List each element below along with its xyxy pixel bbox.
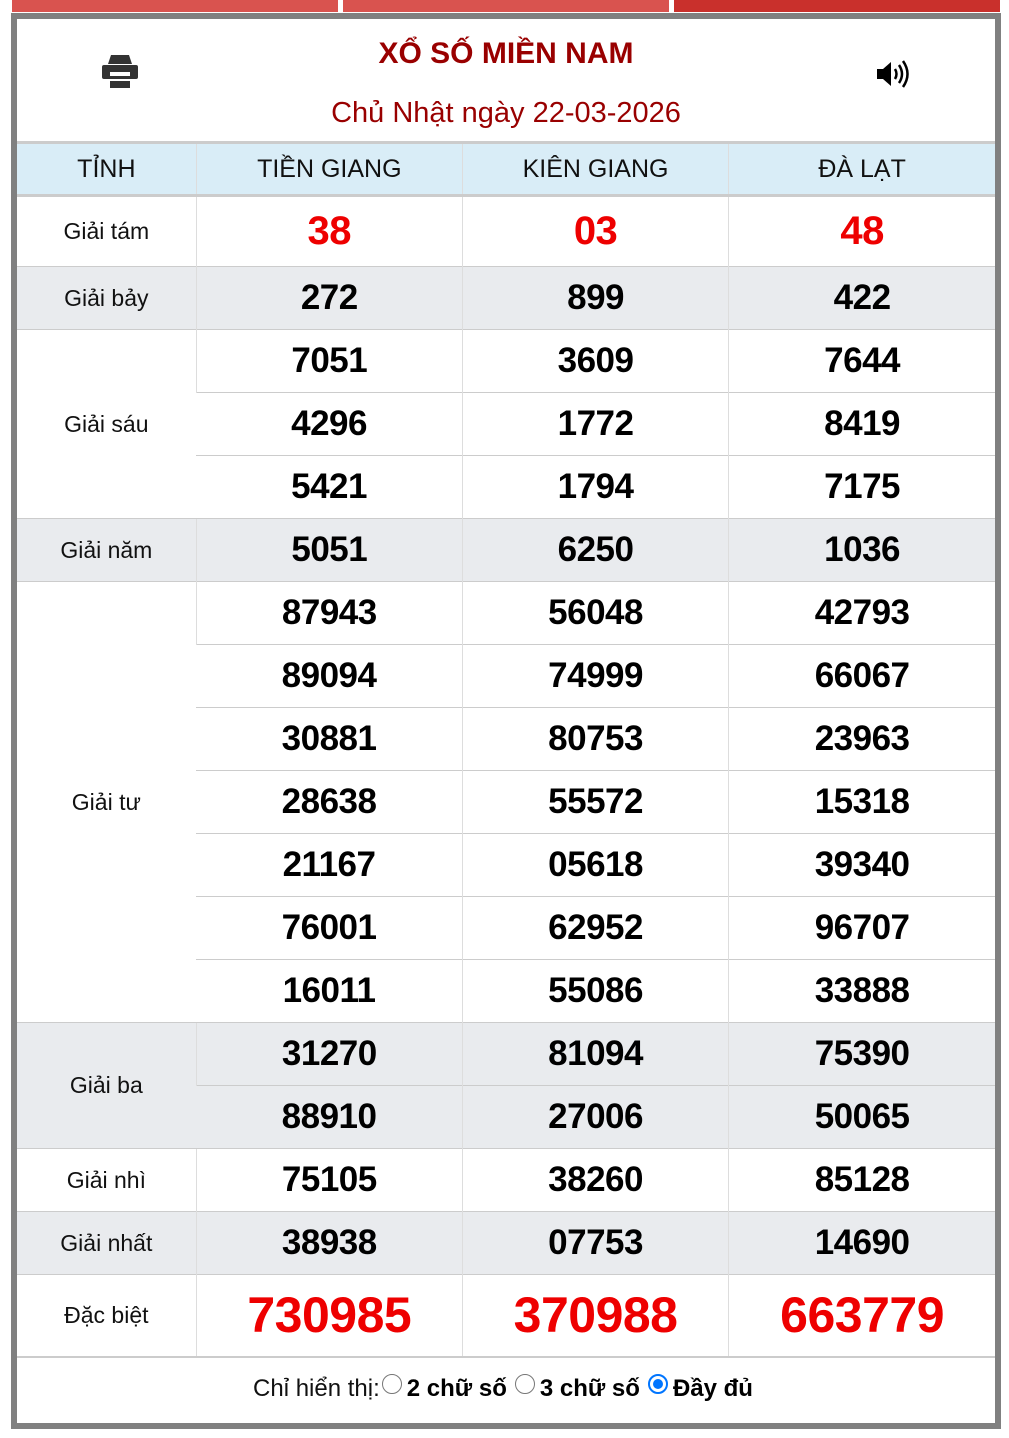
prize-number: 55086 — [462, 960, 728, 1023]
display-filter-label: Chỉ hiển thị: — [253, 1374, 380, 1402]
prize-number: 96707 — [729, 897, 995, 960]
jackpot-number: 730985 — [196, 1275, 462, 1356]
prize-label: Đặc biệt — [17, 1275, 196, 1356]
column-header-da-lat: ĐÀ LẠT — [729, 143, 995, 196]
prize-label: Giải nhì — [17, 1149, 196, 1212]
table-row — [17, 196, 995, 267]
prize-number: 76001 — [196, 897, 462, 960]
table-row — [17, 1212, 995, 1275]
table-row — [17, 582, 995, 645]
prize-number: 14690 — [729, 1212, 995, 1275]
option-2-digits[interactable]: 2 chữ số — [380, 1374, 513, 1404]
prize-number: 07753 — [462, 1212, 728, 1275]
column-header-tien-giang: TIỀN GIANG — [196, 143, 462, 196]
prize-number: 38938 — [196, 1212, 462, 1275]
prize-number: 31270 — [196, 1023, 462, 1086]
prize-number: 81094 — [462, 1023, 728, 1086]
prize-number: 7644 — [729, 330, 995, 393]
prize-number: 422 — [729, 267, 995, 330]
prize-number: 28638 — [196, 771, 462, 834]
table-row — [17, 1149, 995, 1212]
jackpot-number: 370988 — [462, 1275, 728, 1356]
prize-number: 272 — [196, 267, 462, 330]
prize-number: 38 — [196, 196, 462, 267]
column-header-kien-giang: KIÊN GIANG — [462, 143, 728, 196]
prize-number: 39340 — [729, 834, 995, 897]
sound-button[interactable] — [875, 59, 911, 89]
prize-number: 89094 — [196, 645, 462, 708]
prize-number: 21167 — [196, 834, 462, 897]
prize-number: 74999 — [462, 645, 728, 708]
results-frame — [11, 13, 1001, 1429]
table-header-row — [17, 143, 995, 196]
prize-number: 899 — [462, 267, 728, 330]
prize-number: 03 — [462, 196, 728, 267]
prize-number: 55572 — [462, 771, 728, 834]
prize-number: 42793 — [729, 582, 995, 645]
prize-number: 66067 — [729, 645, 995, 708]
prize-number: 50065 — [729, 1086, 995, 1149]
prize-number: 7175 — [729, 456, 995, 519]
prize-number: 1794 — [462, 456, 728, 519]
prize-number: 3609 — [462, 330, 728, 393]
column-header-province: TỈNH — [17, 143, 196, 196]
prize-number: 27006 — [462, 1086, 728, 1149]
prize-number: 38260 — [462, 1149, 728, 1212]
table-row — [17, 267, 995, 330]
prize-number: 48 — [729, 196, 995, 267]
prize-label: Giải tám — [17, 196, 196, 267]
page-title: XỔ SỐ MIỀN NAM — [378, 37, 634, 70]
prize-number: 88910 — [196, 1086, 462, 1149]
prize-number: 7051 — [196, 330, 462, 393]
prize-number: 80753 — [462, 708, 728, 771]
prize-number: 87943 — [196, 582, 462, 645]
option-3-digits[interactable]: 3 chữ số — [513, 1374, 646, 1404]
option-full[interactable]: Đầy đủ — [646, 1374, 759, 1404]
radio-2-digits[interactable] — [382, 1374, 402, 1394]
prize-label: Giải bảy — [17, 267, 196, 330]
draw-date: Chủ Nhật ngày 22-03-2026 — [331, 97, 681, 129]
prize-number: 23963 — [729, 708, 995, 771]
title-block — [17, 19, 995, 141]
prize-number: 16011 — [196, 960, 462, 1023]
volume-icon — [875, 59, 911, 89]
jackpot-number: 663779 — [729, 1275, 995, 1356]
prize-number: 1036 — [729, 519, 995, 582]
prize-label: Giải sáu — [17, 330, 196, 519]
prize-number: 15318 — [729, 771, 995, 834]
display-filter — [17, 1356, 995, 1420]
tab-3[interactable] — [674, 0, 1000, 12]
tab-1[interactable] — [12, 0, 338, 12]
prize-number: 56048 — [462, 582, 728, 645]
prize-number: 05618 — [462, 834, 728, 897]
prize-number: 1772 — [462, 393, 728, 456]
table-row — [17, 1275, 995, 1356]
prize-number: 33888 — [729, 960, 995, 1023]
tab-2[interactable] — [343, 0, 669, 12]
table-row — [17, 519, 995, 582]
prize-label: Giải tư — [17, 582, 196, 1023]
top-tab-strip — [12, 0, 1000, 13]
prize-label: Giải nhất — [17, 1212, 196, 1275]
table-row — [17, 330, 995, 393]
prize-number: 62952 — [462, 897, 728, 960]
prize-number: 5051 — [196, 519, 462, 582]
prize-label: Giải ba — [17, 1023, 196, 1149]
prize-number: 30881 — [196, 708, 462, 771]
prize-number: 6250 — [462, 519, 728, 582]
table-row — [17, 1023, 995, 1086]
prize-number: 75105 — [196, 1149, 462, 1212]
radio-full[interactable] — [648, 1374, 668, 1394]
prize-label: Giải năm — [17, 519, 196, 582]
prize-number: 5421 — [196, 456, 462, 519]
prize-number: 75390 — [729, 1023, 995, 1086]
radio-3-digits[interactable] — [515, 1374, 535, 1394]
prize-number: 4296 — [196, 393, 462, 456]
results-table — [17, 141, 995, 1356]
prize-number: 8419 — [729, 393, 995, 456]
prize-number: 85128 — [729, 1149, 995, 1212]
